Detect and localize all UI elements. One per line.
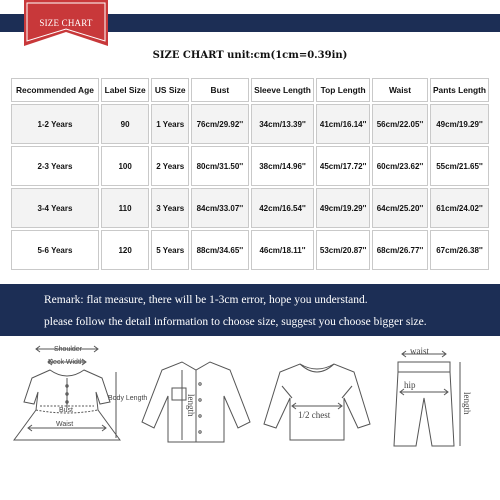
column-header: Sleeve Length: [251, 78, 315, 102]
table-cell: 61cm/24.02'': [430, 188, 489, 228]
column-header: Pants Length: [430, 78, 489, 102]
column-header: US Size: [151, 78, 189, 102]
bust-label: Bust: [59, 407, 74, 414]
table-cell: 67cm/26.38'': [430, 230, 489, 270]
table-row: [11, 104, 489, 144]
column-header: Bust: [191, 78, 249, 102]
table-cell: 60cm/23.62'': [372, 146, 428, 186]
table-cell: 120: [101, 230, 150, 270]
table-cell: 88cm/34.65'': [191, 230, 249, 270]
size-table: [9, 76, 491, 272]
table-cell: 68cm/26.77'': [372, 230, 428, 270]
hip-label: hip: [404, 380, 416, 390]
shirt-length-label: length: [186, 394, 196, 417]
table-cell: 38cm/14.96'': [251, 146, 315, 186]
table-row: [11, 146, 489, 186]
column-header: Top Length: [316, 78, 370, 102]
table-cell: 2-3 Years: [11, 146, 99, 186]
table-cell: 49cm/19.29'': [316, 188, 370, 228]
remark-advice-text: please follow the detail information to choose size, suggest you choose bigger size.: [44, 316, 427, 328]
body-length-label: Body Length: [108, 395, 148, 402]
dress-diagram: [6, 340, 148, 455]
pants-waist-label: waist: [410, 346, 429, 356]
table-cell: 49cm/19.29'': [430, 104, 489, 144]
table-cell: 46cm/18.11'': [251, 230, 315, 270]
waist-label: Waist: [56, 421, 74, 428]
table-cell: 90: [101, 104, 150, 144]
table-cell: 41cm/16.14'': [316, 104, 370, 144]
remark-text: Remark: flat measure, there will be 1-3cm error, hope you understand.: [44, 294, 368, 306]
shoulder-label: Shoulder: [54, 346, 83, 353]
table-cell: 45cm/17.72'': [316, 146, 370, 186]
table-cell: 110: [101, 188, 150, 228]
table-cell: 42cm/16.54'': [251, 188, 315, 228]
column-header: Recommended Age: [11, 78, 99, 102]
size-chart-badge-label: SIZE CHART: [39, 18, 93, 28]
sweater-diagram: [262, 340, 372, 455]
table-cell: 80cm/31.50'': [191, 146, 249, 186]
table-cell: 56cm/22.05'': [372, 104, 428, 144]
table-row: [11, 230, 489, 270]
column-header: Waist: [372, 78, 428, 102]
table-cell: 3-4 Years: [11, 188, 99, 228]
neck-width-label: Neck Width: [48, 359, 84, 366]
table-cell: 53cm/20.87'': [316, 230, 370, 270]
table-row: [11, 188, 489, 228]
pants-length-label: length: [462, 392, 472, 415]
table-cell: 34cm/13.39'': [251, 104, 315, 144]
table-header-row: [11, 78, 489, 102]
table-cell: 84cm/33.07'': [191, 188, 249, 228]
table-cell: 1-2 Years: [11, 104, 99, 144]
table-cell: 55cm/21.65'': [430, 146, 489, 186]
remark-band: [0, 284, 500, 336]
pants-diagram: [380, 340, 490, 455]
table-cell: 5 Years: [151, 230, 189, 270]
table-cell: 64cm/25.20'': [372, 188, 428, 228]
table-cell: 2 Years: [151, 146, 189, 186]
shirt-diagram: [138, 340, 258, 455]
table-cell: 100: [101, 146, 150, 186]
table-cell: 3 Years: [151, 188, 189, 228]
table-cell: 1 Years: [151, 104, 189, 144]
chest-label: 1/2 chest: [298, 410, 331, 420]
column-header: Label Size: [101, 78, 150, 102]
table-cell: 5-6 Years: [11, 230, 99, 270]
chart-title: SIZE CHART unit:cm(1cm=0.39in): [152, 50, 348, 61]
table-cell: 76cm/29.92'': [191, 104, 249, 144]
